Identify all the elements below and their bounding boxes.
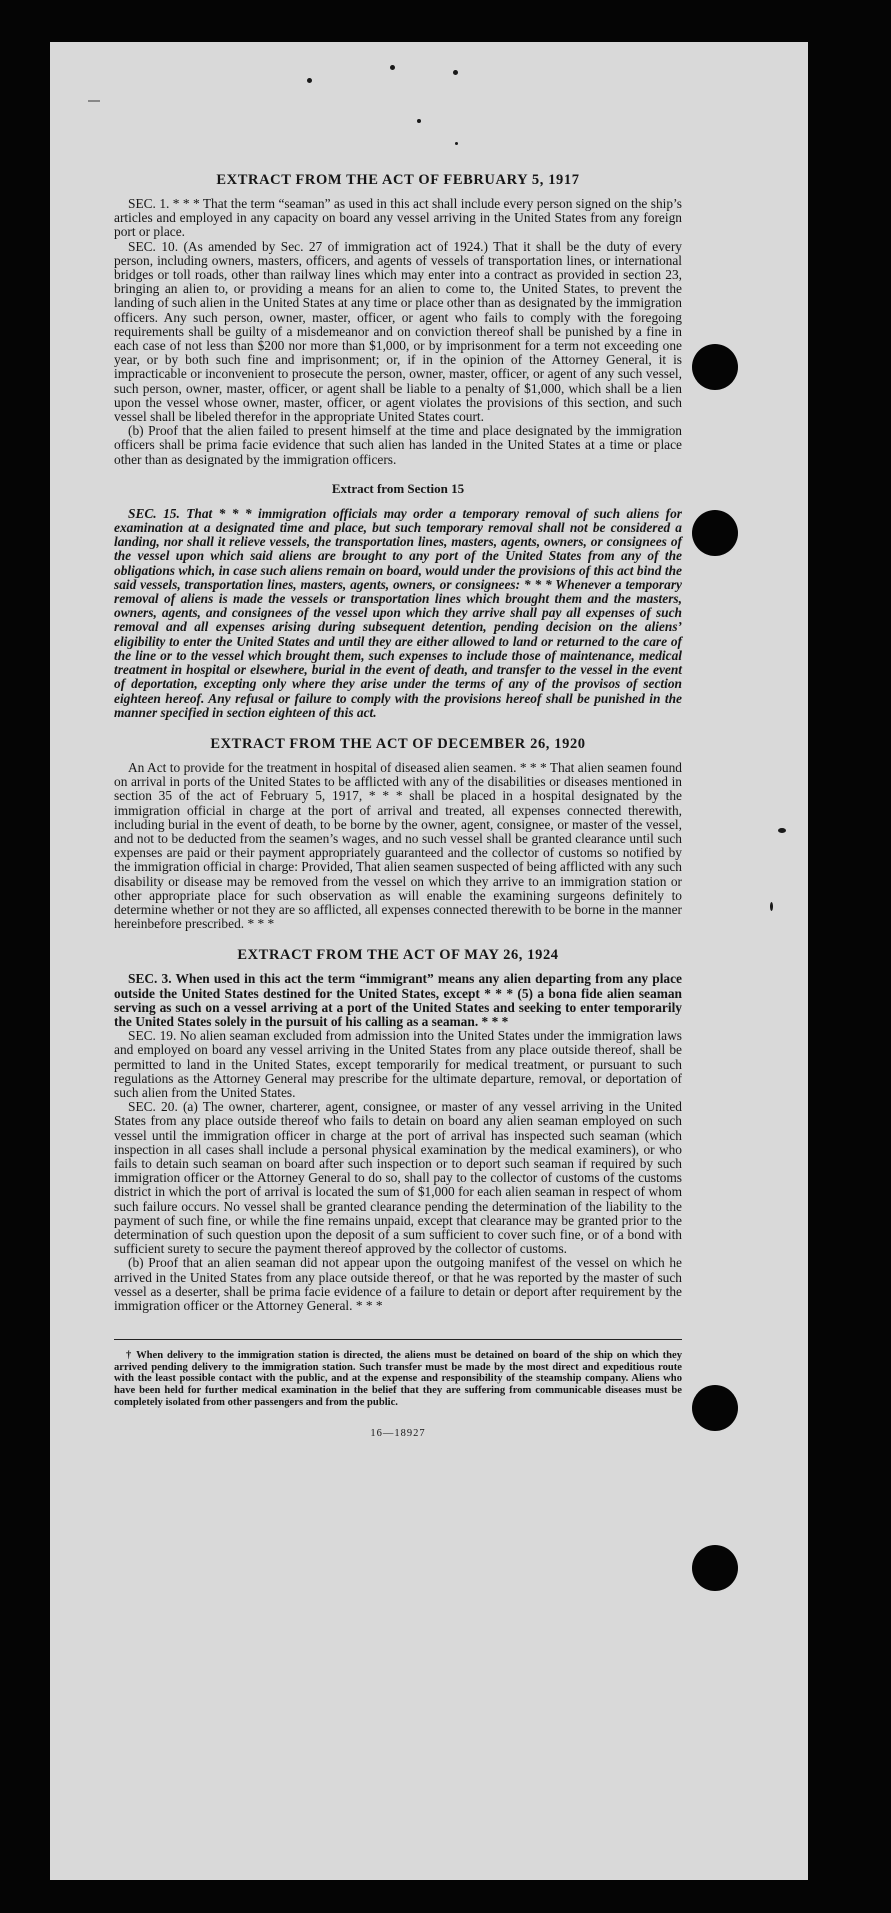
heading-act-dec-1920: EXTRACT FROM THE ACT OF DECEMBER 26, 1920 bbox=[210, 735, 586, 752]
scan-speck bbox=[417, 119, 421, 123]
scan-speck bbox=[307, 78, 312, 83]
punch-hole bbox=[692, 344, 738, 390]
punch-hole bbox=[692, 510, 738, 556]
document-page bbox=[50, 42, 808, 1880]
document-body bbox=[114, 172, 682, 1439]
punch-hole bbox=[692, 1545, 738, 1591]
scan-speck bbox=[455, 142, 458, 145]
paragraph-sec-3: SEC. 3. When used in this act the term “immigrant” means any alien departing from any place outside the United States destined for the United States, except * * * (5) a bona fide alien seaman serving as such on a vessel arriving at a port of the United States and seeking to enter temporarily the United States solely in the pursuit of his calling as a seaman. * * * bbox=[114, 971, 682, 1029]
document-number: 16—18927 bbox=[370, 1428, 426, 1440]
scan-speck bbox=[453, 70, 458, 75]
paragraph-proof-seaman: (b) Proof that an alien seaman did not appear upon the outgoing manifest of the vessel on which he arrived in the United States from any place outside thereof, or that he was reported by the master of such vessel as a deserter, shall be prima facie evidence of a failure to detain or deport after requirement by the immigration officer or the Attorney General. * * * bbox=[114, 1255, 682, 1314]
scan-corner-mark bbox=[88, 100, 100, 102]
scan-speck bbox=[770, 902, 773, 911]
paragraph-sec-19: SEC. 19. No alien seaman excluded from admission into the United States under the immigration laws and employed on board any vessel arriving in the United States from any place outside thereof, shall be permitted to land in the United States, except temporarily for medical treatment, or pursuant to such regulations as the Attorney General may prescribe for the ultimate departure, removal, or deportation of such alien from the United States. bbox=[114, 1028, 682, 1100]
footnote-divider bbox=[114, 1339, 682, 1340]
paragraph-act-dec-1920: An Act to provide for the treatment in hospital of diseased alien seamen. * * * That alien seamen found on arrival in ports of the United States to be afflicted with any of the disabilities or diseases mentioned in section 35 of the act of February 5, 1917, * * * shall be placed in a hospital designated by the immigration official in charge at the port of arrival and treated, all expenses connected therewith, including burial in the event of death, to be borne by the owner, agent, consignee, or master of the vessel, and not to be deducted from the seamen’s wages, and no such vessel shall be granted clearance until such expenses are paid or their payment appropriately guaranteed and the collector of customs so notified by the immigration official in charge: Provided, That alien seamen suspected of being afflicted with any such disability or disease may be removed from the vessel on which they arrive to an immigration station or other appropriate place for such observation as will enable the examining surgeons definitely to determine whether or not they are so afflicted, all expenses connected therewith to be borne in the manner hereinbefore prescribed. * * * bbox=[114, 759, 682, 932]
punch-hole bbox=[692, 1385, 738, 1431]
paragraph-sec-15: SEC. 15. That * * * immigration officials may order a temporary removal of such aliens for examination at a designated time and place, but such temporary removal shall not be considered a landing, nor shall it relieve vessels, the transportation lines, masters, agents, owners, or consignees of the vessel upon which said aliens are brought to any port of the United States from any of the obligations which, in case such aliens remain on board, would under the provisions of this act bind the said vessels, transportation lines, masters, agents, owners, or consignees: * * * Whenever a temporary removal of aliens is made the vessels or transportation lines which brought them and the masters, owners, agents, and consignees of the vessel upon which they arrive shall pay all expenses of such removal and all expenses arising during subsequent detention, pending decision on the aliens’ eligibility to enter the United States and until they are either allowed to land or returned to the care of the line or to the vessel which brought them, such expenses to include those of maintenance, medical treatment in hospital or elsewhere, burial in the event of death, and transfer to the vessel in the event of deportation, excepting only where they arise under the terms of any of the provisos of section eighteen hereof. Any refusal or failure to comply with the provisions hereof shall be punished in the manner specified in section eighteen of this act. bbox=[114, 505, 682, 720]
scan-speck bbox=[390, 65, 395, 70]
heading-act-feb-1917: EXTRACT FROM THE ACT OF FEBRUARY 5, 1917 bbox=[216, 172, 580, 188]
subheading-section-15: Extract from Section 15 bbox=[331, 480, 465, 496]
paragraph-proof-alien: (b) Proof that the alien failed to present himself at the time and place designated by the immigration officers shall be prima facie evidence that such alien has landed in the United States at a time or place other than as designated by the immigration officers. bbox=[114, 423, 682, 467]
paragraph-sec-10: SEC. 10. (As amended by Sec. 27 of immigration act of 1924.) That it shall be the duty of every person, including owners, masters, officers, and agents of vessels of transportation lines, or international bridges or toll roads, other than railway lines which may enter into a contract as provided in section 23, bringing an alien to, or providing a means for an alien to come to, the United States, to prevent the landing of such alien in the United States at any time or place other than as designated by the immigration officers. Any such person, owner, master, officer, or agent who fails to comply with the foregoing requirements shall be guilty of a misdemeanor and on conviction thereof shall be punished by a fine in each case of not less than $200 nor more than $1,000, or by imprisonment for a term not exceeding one year, or by both such fine and imprisonment; or, if in the opinion of the Attorney General, it is impracticable or inconvenient to prosecute the person, owner, master, officer, or agent of any such vessel, such person, owner, master, officer, or agent shall be liable to a penalty of $1,000, which shall be a lien upon the vessel whose owner, master, officer, or agent violates the provisions of this section, and such vessel shall be libeled therefor in the appropriate United States court. bbox=[114, 238, 682, 425]
footnote: † When delivery to the immigration station is directed, the aliens must be detained on board of the ship on which they arrived pending delivery to the immigration station. Such transfer must be made by the most direct and expeditious route with the least possible contact with the public, and at the expense and responsibility of the steamship company. Aliens who have been held for further medical examination in the belief that they are suffering from communicable diseases must be completely isolated from other passengers and from the public. bbox=[114, 1350, 682, 1408]
scan-speck bbox=[778, 828, 786, 833]
paragraph-sec-1: SEC. 1. * * * That the term “seaman” as used in this act shall include every person signed on the ship’s articles and employed in any capacity on board any vessel arriving in the United States from any foreign port or place. bbox=[114, 196, 682, 240]
heading-act-may-1924: EXTRACT FROM THE ACT OF MAY 26, 1924 bbox=[237, 947, 559, 964]
paragraph-sec-20: SEC. 20. (a) The owner, charterer, agent, consignee, or master of any vessel arriving in the United States from any place outside thereof who fails to detain on board any alien seaman employed on such vessel until the immigration officer in charge at the port of arrival has inspected such seaman (which inspection in all cases shall include a personal physical examination by the medical examiners), or who fails to detain such seaman on board after such inspection or to deport such seaman if required by such immigration officer or the Attorney General to do so, shall pay to the collector of customs of the customs district in which the port of arrival is located the sum of $1,000 for each alien seaman in respect of whom such failure occurs. No vessel shall be granted clearance pending the determination of the liability to the payment of such fine, or while the fine remains unpaid, except that clearance may be granted prior to the determination of such question upon the deposit of a sum sufficient to cover such fine, or of a bond with sufficient surety to secure the payment thereof approved by the collector of customs. bbox=[114, 1099, 682, 1257]
